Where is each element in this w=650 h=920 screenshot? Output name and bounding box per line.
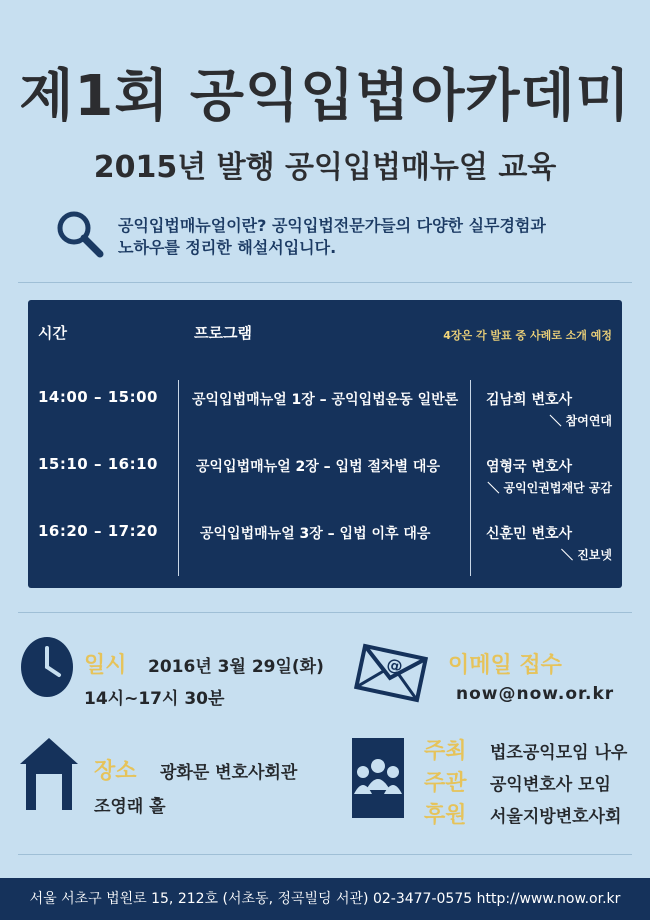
- clock-icon: [20, 636, 74, 698]
- organizer-sponsor-value: 서울지방변호사회: [490, 807, 622, 827]
- row-time: 15:10 – 16:10: [38, 455, 158, 473]
- datetime-date: 2016년 3월 29일(화): [148, 657, 324, 677]
- email-icon: [354, 636, 428, 710]
- email-label: 이메일 접수: [448, 653, 562, 678]
- venue-line-1: 광화문 변호사회관: [160, 763, 298, 783]
- row-time: 14:00 – 15:00: [38, 388, 158, 406]
- venue-label: 장소: [94, 759, 137, 784]
- divider: [18, 282, 632, 283]
- row-program: 공익입법매뉴얼 3장 – 입법 이후 대응: [200, 526, 431, 542]
- magnifier-icon: [54, 208, 106, 260]
- intro-line-1: 공익입법매뉴얼이란? 공익입법전문가들의 다양한 실무경험과: [118, 216, 546, 235]
- row-org: ＼ 진보넷: [561, 548, 612, 562]
- row-program: 공익입법매뉴얼 2장 – 입법 절차별 대응: [196, 459, 440, 475]
- schedule-table: [28, 300, 622, 588]
- schedule-note: 4장은 각 발표 중 사례로 소개 예정: [443, 329, 612, 342]
- organizer-manage-value: 공익변호사 모임: [490, 775, 611, 795]
- divider: [18, 854, 632, 855]
- program-header: 프로그램: [194, 324, 252, 342]
- time-header: 시간: [38, 324, 67, 342]
- row-speaker: 염형국 변호사: [486, 459, 573, 475]
- intro-line-2: 노하우를 정리한 해설서입니다.: [118, 238, 337, 257]
- venue-line-2: 조영래 홀: [94, 797, 166, 817]
- page-title: 제1회 공익입법아카데미: [19, 64, 631, 129]
- house-icon: [18, 736, 80, 812]
- people-icon: [352, 738, 404, 818]
- row-program: 공익입법매뉴얼 1장 – 공익입법운동 일반론: [192, 392, 459, 408]
- datetime-hours: 14시~17시 30분: [84, 689, 225, 709]
- row-speaker: 신훈민 변호사: [486, 526, 573, 542]
- column-divider: [470, 380, 471, 576]
- divider: [18, 612, 632, 613]
- organizer-host-label: 주최: [424, 739, 467, 764]
- svg-text:@: @: [384, 654, 405, 677]
- row-time: 16:20 – 17:20: [38, 522, 158, 540]
- organizer-manage-label: 주관: [424, 771, 467, 796]
- page-subtitle: 2015년 발행 공익입법매뉴얼 교육: [93, 150, 557, 185]
- datetime-label: 일시: [84, 653, 127, 678]
- row-speaker: 김남희 변호사: [486, 392, 573, 408]
- footer-contact: 서울 서초구 법원로 15, 212호 (서초동, 정곡빌딩 서관) 02-3477-0575 http://www.now.or.kr: [0, 878, 650, 920]
- organizer-host-value: 법조공익모임 나우: [490, 743, 628, 763]
- organizer-sponsor-label: 후원: [424, 803, 467, 828]
- column-divider: [178, 380, 179, 576]
- email-address[interactable]: now@now.or.kr: [456, 684, 615, 704]
- intro-text: [118, 215, 628, 259]
- row-org: ＼ 공익인권법재단 공감: [487, 481, 612, 495]
- row-org: ＼ 참여연대: [549, 414, 612, 428]
